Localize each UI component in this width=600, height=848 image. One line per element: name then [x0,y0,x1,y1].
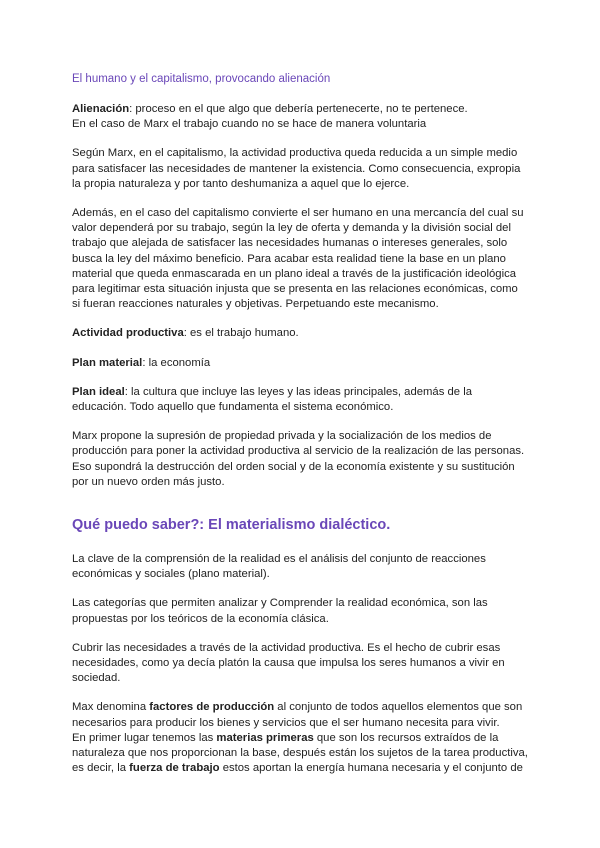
paragraph-plan-material [72,356,528,371]
paragraph-mercancia: Además, en el caso del capitalismo convierte el ser humano en una mercancía del cual su valor dependerá por su trabajo, según la ley de oferta y demanda y la división social del trabajo que alejada de satisfacer las necesidades humanas o intereses generales, solo busca la ley del máximo beneficio. Para acabar esta realidad tiene la base en un plano material que queda enmascarada en un plano ideal a través de la justificación ideológica para legitimar esta situación injusta que se presenta en las relaciones económicas, como si fueran reacciones naturales y objetivas. Perpetuando este mecanismo. [72,207,524,311]
paragraph-alienacion [72,102,528,132]
paragraph-categorias: Las categorías que permiten analizar y Comprender la realidad económica, son las propuestas por los teóricos de la economía clásica. [72,597,488,625]
text-fragment: que son los recursos extraídos de la naturaleza que nos proporcionan la base, después están los sujetos de la tarea productiva, es decir, la [72,731,528,775]
text-fragment: estos aportan la energía humana necesaria y el conjunto de [219,762,523,775]
term-plan-ideal: Plan ideal [72,385,125,398]
text-fragment: En primer lugar tenemos las [72,731,217,744]
definition-alienacion: : proceso en el que algo que debería pertenecerte, no te pertenece. [129,103,468,115]
section-title-alienacion: El humano y el capitalismo, provocando alienación [72,73,331,85]
section-title-materialismo: Qué puedo saber?: El materialismo dialéctico. [72,517,391,534]
term-plan-material: Plan material [72,356,143,369]
text-fragment: al conjunto de todos aquellos elementos que son necesarios para producir los bienes y servicios que el ser humano necesita para vivir. [72,701,523,729]
term-materias-primeras: materias primeras [216,731,314,744]
paragraph-clave-realidad: La clave de la comprensión de la realidad es el análisis del conjunto de reacciones económicas y sociales (plano material). [72,553,486,581]
paragraph-cubrir-necesidades: Cubrir las necesidades a través de la actividad productiva. Es el hecho de cubrir esas necesidades, como ya decía platón la causa que impulsa los seres humanos a vivir en sociedad. [72,641,505,685]
term-fuerza-trabajo: fuerza de trabajo [129,762,220,775]
text-fragment: Max denomina [72,701,150,714]
definition-plan-material: : la economía [142,356,211,369]
paragraph-factores-produccion [72,700,528,776]
paragraph-actividad-productiva [72,326,528,341]
term-factores-produccion: factores de producción [149,701,275,714]
term-alienacion: Alienación [72,103,130,115]
paragraph-marx-capitalismo: Según Marx, en el capitalismo, la actividad productiva queda reducida a un simple medio para satisfacer las necesidades de mantener la existencia. Como consecuencia, expropia la propia naturaleza y por tanto deshumaniza a aquel que lo ejerce. [72,147,521,190]
paragraph-marx-propone: Marx propone la supresión de propiedad privada y la socialización de los medios de producción para poner la actividad productiva al servicio de la realización de las personas. Eso supondrá la destrucción del orden social y de la economía existente y su sustitución por un nuevo orden más justo. [72,430,525,488]
paragraph-plan-ideal [72,385,528,415]
term-actividad-productiva: Actividad productiva [72,327,184,340]
definition-actividad-productiva: : es el trabajo humano. [183,327,299,340]
definition-plan-ideal: : la cultura que incluye las leyes y las ideas principales, además de la educación. Todo aquello que fundamenta el sistema económico. [72,385,473,414]
alienacion-line-2: En el caso de Marx el trabajo cuando no se hace de manera voluntaria [72,118,427,131]
